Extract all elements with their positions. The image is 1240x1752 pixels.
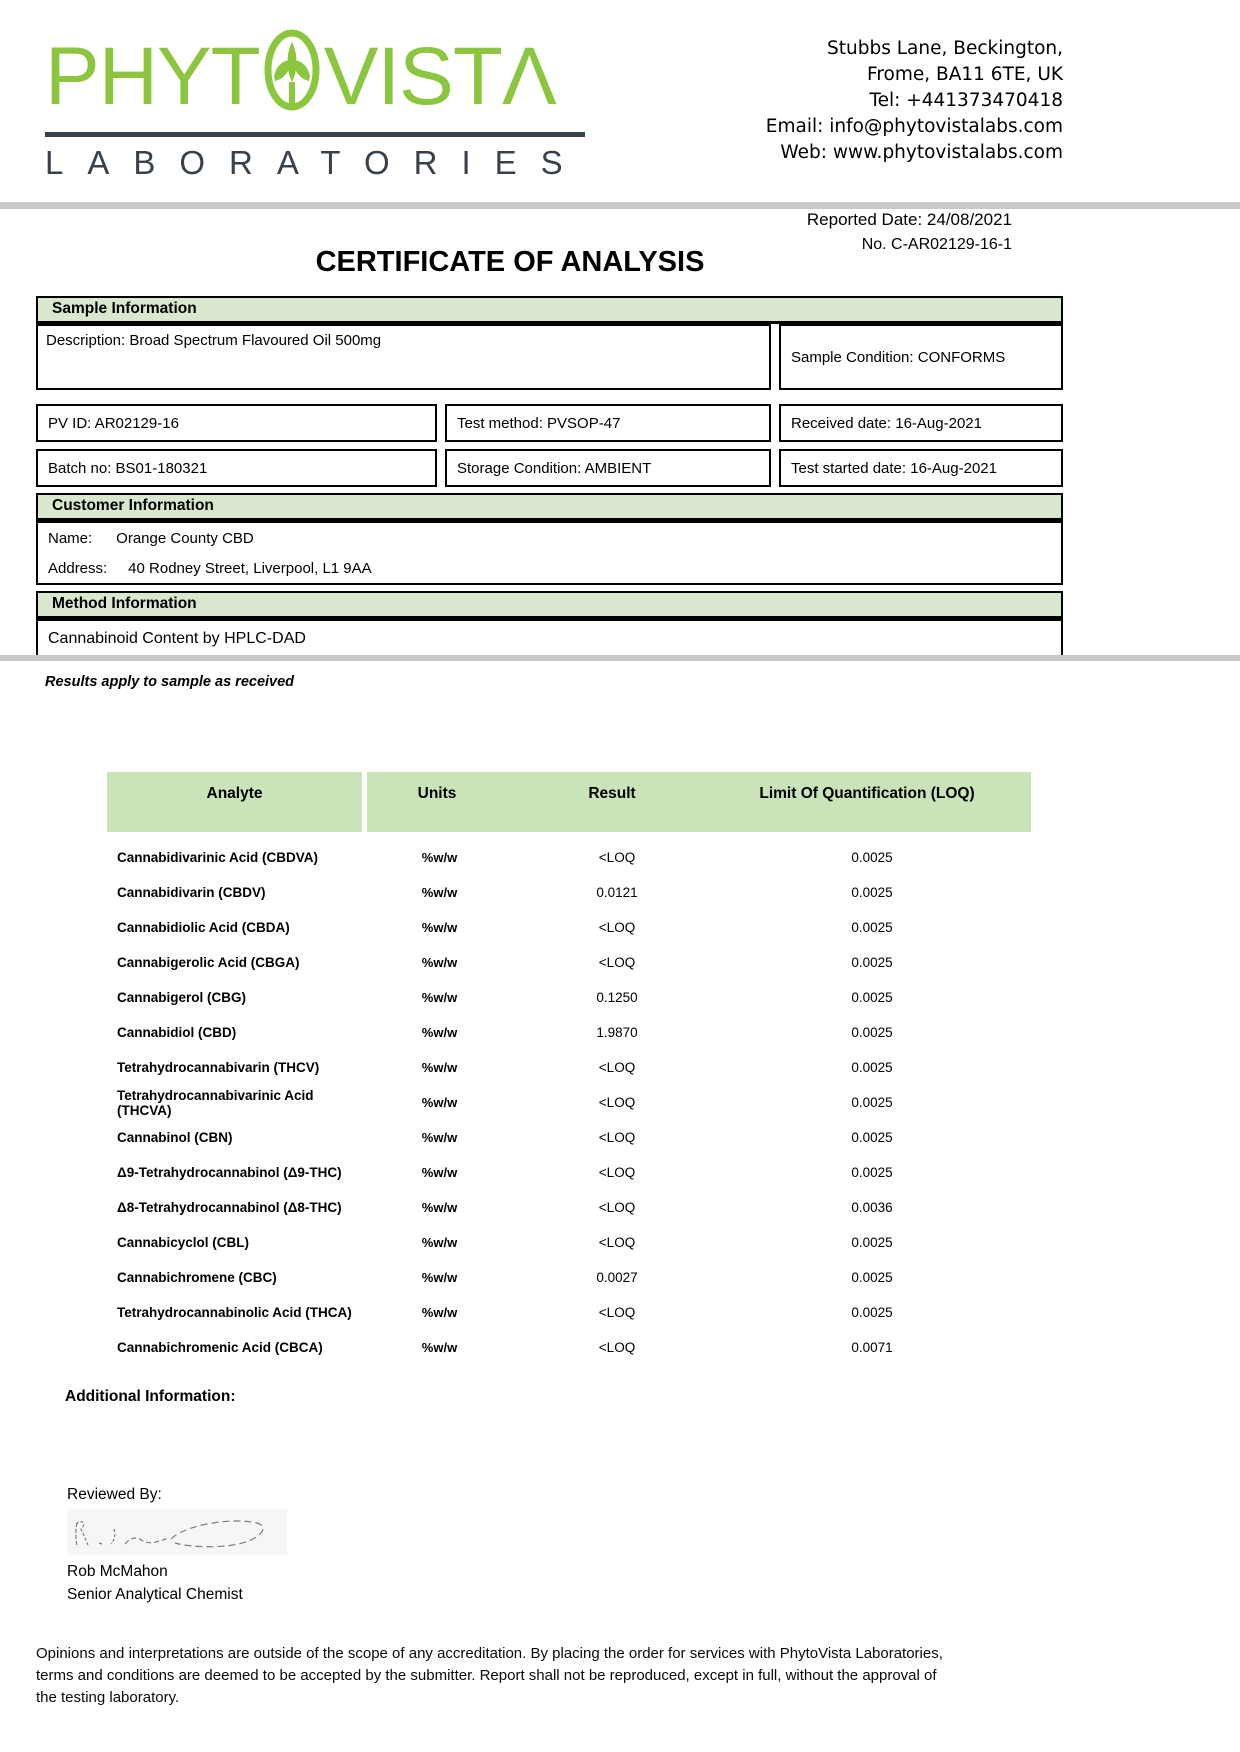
result-cell: <LOQ (598, 1305, 636, 1320)
loq-cell: 0.0025 (851, 1095, 893, 1110)
units-cell: %w/w (421, 955, 458, 970)
analyte-cell: Tetrahydrocannabinolic Acid (THCA) (117, 1305, 352, 1320)
section-divider-line (0, 655, 1240, 661)
analyte-cell: Tetrahydrocannabivarinic Acid (THCVA) (117, 1087, 314, 1118)
contact-address-line1: Stubbs Lane, Beckington, (827, 38, 1063, 59)
batch-no-cell: Batch no: BS01-180321 (36, 449, 437, 487)
analyte-cell: Cannabidivarinic Acid (CBDVA) (117, 850, 319, 865)
test-method-cell: Test method: PVSOP-47 (445, 404, 771, 442)
customer-address-label: Address: (48, 560, 108, 577)
result-cell: 0.1250 (596, 990, 638, 1005)
units-cell: %w/w (421, 1235, 458, 1250)
results-note: Results apply to sample as received (45, 674, 295, 690)
logo-text-start: PHYT (45, 31, 260, 122)
loq-cell: 0.0071 (851, 1340, 893, 1355)
units-cell: %w/w (421, 1200, 458, 1215)
pv-id-cell: PV ID: AR02129-16 (36, 404, 437, 442)
analyte-cell: Δ9-Tetrahydrocannabinol (Δ9-THC) (117, 1165, 342, 1180)
result-cell: <LOQ (598, 1095, 636, 1110)
page-title: CERTIFICATE OF ANALYSIS (315, 246, 705, 278)
analyte-cell: Cannabigerol (CBG) (117, 990, 247, 1005)
table-row (107, 1120, 1031, 1155)
analyte-cell: Cannabicyclol (CBL) (117, 1235, 250, 1250)
sample-info-row-description (36, 324, 1063, 390)
reviewed-by-label: Reviewed By: (67, 1486, 162, 1503)
table-row (107, 1015, 1031, 1050)
loq-cell: 0.0025 (851, 990, 893, 1005)
loq-cell: 0.0025 (851, 955, 893, 970)
loq-cell: 0.0036 (851, 1200, 893, 1215)
loq-cell: 0.0025 (851, 1235, 893, 1250)
loq-cell: 0.0025 (851, 1060, 893, 1075)
units-cell: %w/w (421, 1305, 458, 1320)
result-cell: <LOQ (598, 1340, 636, 1355)
report-number: No. C-AR02129-16-1 (861, 236, 1012, 253)
analyte-cell: Cannabinol (CBN) (117, 1130, 233, 1145)
result-cell: 0.0027 (596, 1270, 638, 1285)
results-table (107, 772, 1031, 1365)
header-divider-line (0, 202, 1240, 209)
logo-text-end: VISTΛ (323, 31, 556, 122)
units-cell: %w/w (421, 1025, 458, 1040)
loq-cell: 0.0025 (851, 1305, 893, 1320)
footer-line-3: the testing laboratory. (36, 1689, 180, 1706)
footer-disclaimer (36, 1643, 1226, 1709)
result-cell: <LOQ (598, 1235, 636, 1250)
additional-information-label: Additional Information: (65, 1388, 236, 1405)
sample-info-row-batch (36, 449, 1063, 487)
footer-line-2: terms and conditions are deemed to be accepted by the submitter. Report shall not be reproduced, except in full, without the approval of (36, 1667, 937, 1684)
customer-info-box (36, 521, 1063, 585)
units-cell: %w/w (421, 1095, 458, 1110)
logo-subtitle: LABORATORIES (45, 144, 587, 181)
contact-address-line2: Frome, BA11 6TE, UK (867, 64, 1063, 85)
analyte-cell: Cannabichromenic Acid (CBCA) (117, 1340, 323, 1355)
loq-cell: 0.0025 (851, 1270, 893, 1285)
logo-wordmark (45, 26, 585, 128)
result-cell: <LOQ (598, 1200, 636, 1215)
sample-information-header: Sample Information (36, 296, 1063, 324)
table-row (107, 1330, 1031, 1365)
units-cell: %w/w (421, 885, 458, 900)
table-row (107, 1050, 1031, 1085)
loq-cell: 0.0025 (851, 920, 893, 935)
analyte-cell: Cannabidiolic Acid (CBDA) (117, 920, 290, 935)
loq-cell: 0.0025 (851, 885, 893, 900)
analyte-cell: Cannabichromene (CBC) (117, 1270, 277, 1285)
units-cell: %w/w (421, 1060, 458, 1075)
loq-cell: 0.0025 (851, 1165, 893, 1180)
table-row (107, 1260, 1031, 1295)
customer-address-value: 40 Rodney Street, Liverpool, L1 9AA (128, 560, 372, 577)
analyte-cell: Cannabigerolic Acid (CBGA) (117, 955, 300, 970)
results-rows (107, 840, 1031, 1365)
footer-line-1: Opinions and interpretations are outside of the scope of any accreditation. By placing the order for services with PhytoVista Laboratories, (36, 1645, 943, 1662)
result-cell: <LOQ (598, 1130, 636, 1145)
units-cell: %w/w (421, 850, 458, 865)
leaf-logo-icon (263, 28, 321, 126)
units-cell: %w/w (421, 1165, 458, 1180)
results-table-header (107, 772, 1031, 832)
result-cell: <LOQ (598, 920, 636, 935)
contact-email: Email: info@phytovistalabs.com (765, 116, 1063, 137)
loq-cell: 0.0025 (851, 850, 893, 865)
units-cell: %w/w (421, 920, 458, 935)
reviewer-name: Rob McMahon (67, 1563, 168, 1580)
customer-name-value: Orange County CBD (116, 530, 254, 547)
analyte-cell: Cannabidiol (CBD) (117, 1025, 237, 1040)
column-header-units: Units (417, 785, 457, 802)
table-row (107, 1190, 1031, 1225)
sample-info-row-ids (36, 404, 1063, 442)
received-date-cell: Received date: 16-Aug-2021 (779, 404, 1063, 442)
table-row (107, 1225, 1031, 1260)
units-cell: %w/w (421, 1130, 458, 1145)
table-row (107, 1085, 1031, 1120)
table-row (107, 1295, 1031, 1330)
result-cell: <LOQ (598, 1060, 636, 1075)
result-cell: 0.0121 (596, 885, 638, 900)
result-cell: <LOQ (598, 955, 636, 970)
table-row (107, 910, 1031, 945)
phytovista-logo (45, 26, 585, 179)
units-cell: %w/w (421, 1340, 458, 1355)
table-row (107, 840, 1031, 875)
method-information-header: Method Information (36, 591, 1063, 619)
contact-phone: Tel: +441373470418 (869, 90, 1063, 111)
column-header-result: Result (588, 785, 636, 802)
loq-cell: 0.0025 (851, 1025, 893, 1040)
sample-condition-cell: Sample Condition: CONFORMS (779, 324, 1063, 390)
table-row (107, 980, 1031, 1015)
method-box: Cannabinoid Content by HPLC-DAD (36, 619, 1063, 659)
reported-date: Reported Date: 24/08/2021 (806, 210, 1012, 229)
analyte-cell: Cannabidivarin (CBDV) (117, 885, 266, 900)
reviewer-title: Senior Analytical Chemist (67, 1586, 243, 1603)
units-cell: %w/w (421, 990, 458, 1005)
storage-condition-cell: Storage Condition: AMBIENT (445, 449, 771, 487)
column-headers-values (367, 772, 1031, 832)
test-started-date-cell: Test started date: 16-Aug-2021 (779, 449, 1063, 487)
customer-address-line (48, 560, 1061, 577)
result-cell: 1.9870 (596, 1025, 638, 1040)
units-cell: %w/w (421, 1270, 458, 1285)
contact-web: Web: www.phytovistalabs.com (780, 142, 1063, 163)
customer-name-label: Name: (48, 530, 93, 547)
signature-image (67, 1509, 287, 1555)
info-sections (36, 296, 1063, 659)
analyte-cell: Δ8-Tetrahydrocannabinol (Δ8-THC) (117, 1200, 342, 1215)
loq-cell: 0.0025 (851, 1130, 893, 1145)
table-row (107, 875, 1031, 910)
result-cell: <LOQ (598, 850, 636, 865)
customer-name-line (48, 530, 1061, 547)
table-row (107, 1155, 1031, 1190)
review-block (67, 1486, 287, 1604)
customer-information-header: Customer Information (36, 493, 1063, 521)
spacer (36, 390, 1063, 397)
analyte-cell: Tetrahydrocannabivarin (THCV) (117, 1060, 320, 1075)
lab-contact-block (766, 36, 1063, 166)
logo-divider-rule (45, 132, 585, 137)
column-header-loq: Limit Of Quantification (LOQ) (759, 785, 975, 802)
result-cell: <LOQ (598, 1165, 636, 1180)
column-header-analyte: Analyte (107, 772, 362, 832)
table-row (107, 945, 1031, 980)
sample-description-cell: Description: Broad Spectrum Flavoured Oil 500mg (36, 324, 771, 390)
